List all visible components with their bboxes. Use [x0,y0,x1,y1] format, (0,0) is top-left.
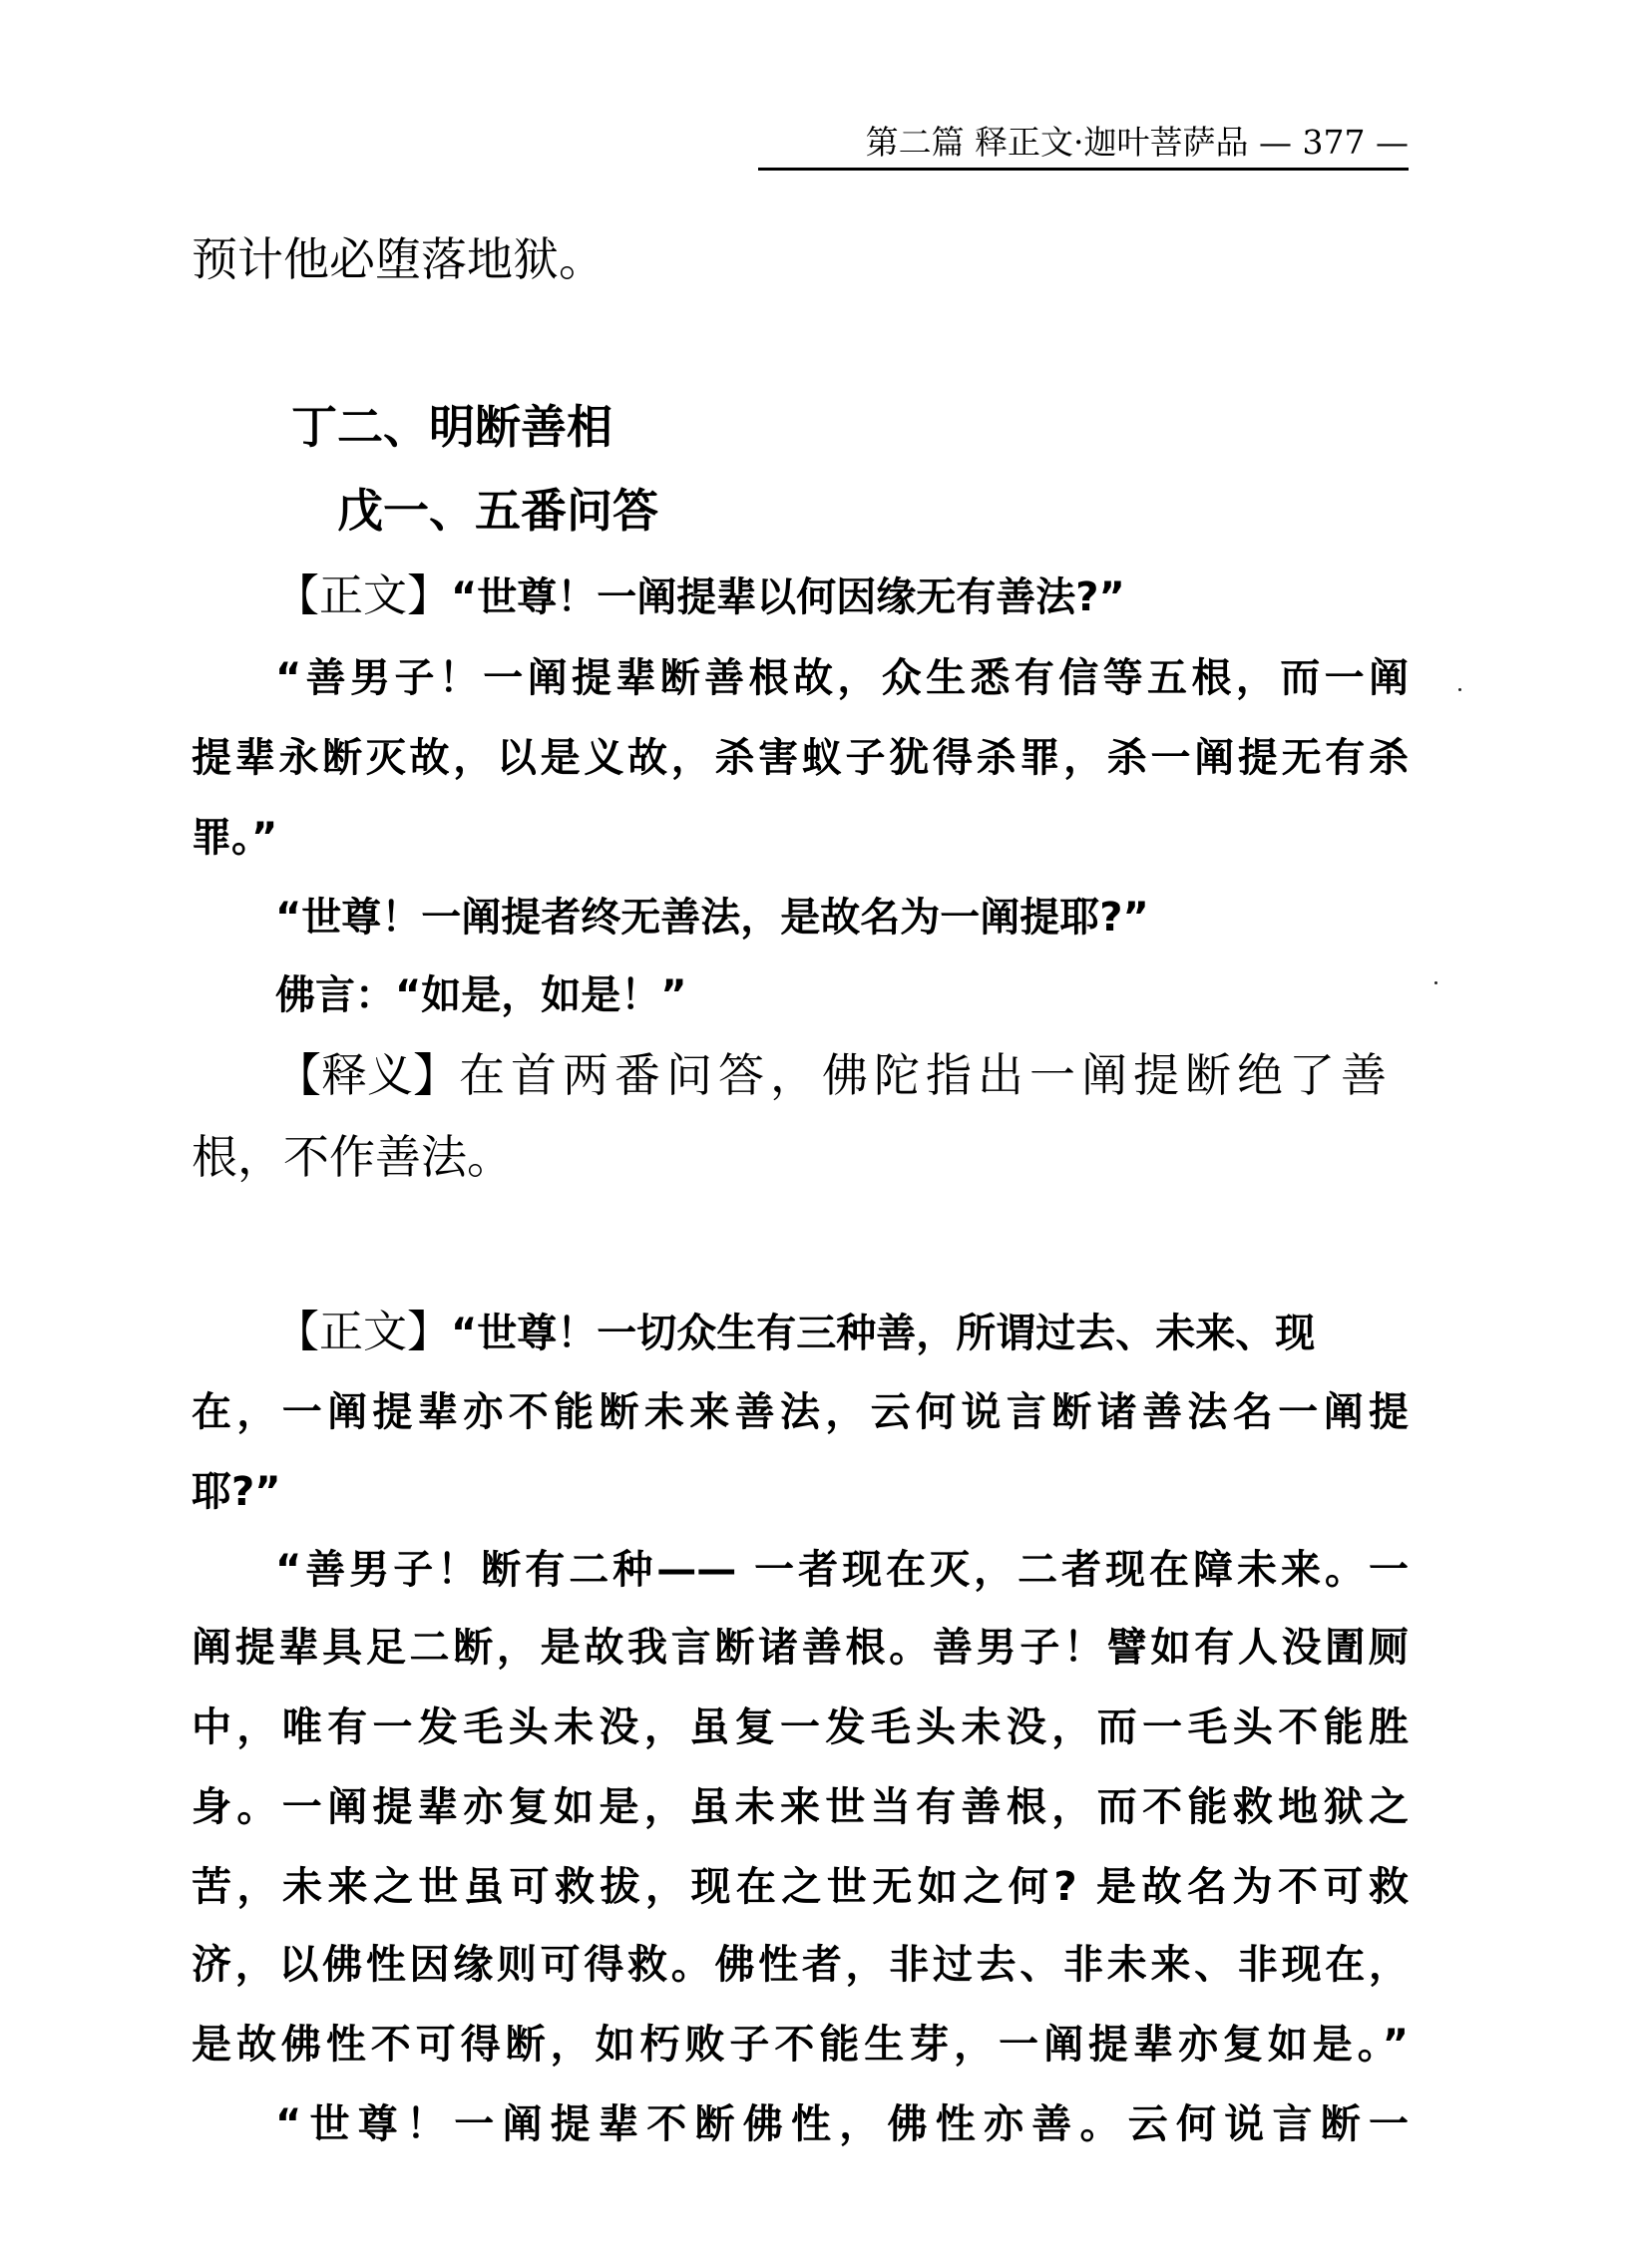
text-line-19: 苦，未来之世虽可救拔，现在之世无如之何? 是故名为不可救 [192,1864,1409,1910]
tag-shiyi: 【释义】 [275,1048,459,1102]
scan-speck [1434,981,1437,984]
section-heading-wu1: 戊一、五番问答 [337,484,658,538]
text-line-5: “善男子！一阐提辈断善根故，众生悉有信等五根，而一阐 [275,655,1409,701]
text-line-11: 根，不作善法。 [192,1130,513,1184]
text-line-6: 提辈永断灭故，以是义故，杀害蚁子犹得杀罪，杀一阐提无有杀 [192,735,1409,781]
scan-speck [1458,688,1461,691]
text-line-22: “世尊！一阐提辈不断佛性，佛性亦善。云何说言断一 [275,2101,1409,2147]
section-heading-ding2: 丁二、明断善相 [291,400,612,454]
text-line-17: 中，唯有一发毛头未没，虽复一发毛头未没，而一毛头不能胜 [192,1704,1409,1750]
text-line-18: 身。一阐提辈亦复如是，虽未来世当有善根，而不能救地狱之 [192,1784,1409,1830]
text-line-9: 佛言：“如是，如是！” [275,972,687,1018]
text-line-20: 济，以佛性因缘则可得救。佛性者，非过去、非未来、非现在， [192,1942,1409,1988]
text-line-15: “善男子！断有二种—— 一者现在灭，二者现在障未来。一 [275,1547,1409,1593]
running-header: 第二篇 释正文·迦叶菩萨品 — 377 — [758,118,1409,171]
text-line-zhengwen-2 [275,1293,1409,1372]
text-line-8: “世尊！一阐提者终无善法，是故名为一阐提耶?” [275,895,1149,941]
text-span: 在首两番问答，佛陀指出一阐提断绝了善 [459,1048,1393,1102]
text-line-7: 罪。” [192,815,278,861]
tag-zhengwen: 【正文】 [275,570,451,621]
text-line-14: 耶?” [192,1469,281,1515]
text-line-16: 阐提辈具足二断，是故我言断诸善根。善男子！譬如有人没圊厕 [192,1625,1409,1671]
tag-zhengwen: 【正文】 [275,1307,451,1357]
text-span: “世尊！一阐提辈以何因缘无有善法?” [451,574,1125,620]
text-line-13: 在，一阐提辈亦不能断未来善法，云何说言断诸善法名一阐提 [192,1389,1409,1435]
text-line-1: 预计他必堕落地狱。 [192,232,605,286]
text-line-21: 是故佛性不可得断，如朽败子不能生芽，一阐提辈亦复如是。” [192,2022,1409,2068]
text-line-shiyi [275,1035,1409,1115]
text-span: “世尊！一切众生有三种善，所谓过去、未来、现 [451,1311,1316,1356]
text-line-zhengwen-1 [275,557,1409,636]
